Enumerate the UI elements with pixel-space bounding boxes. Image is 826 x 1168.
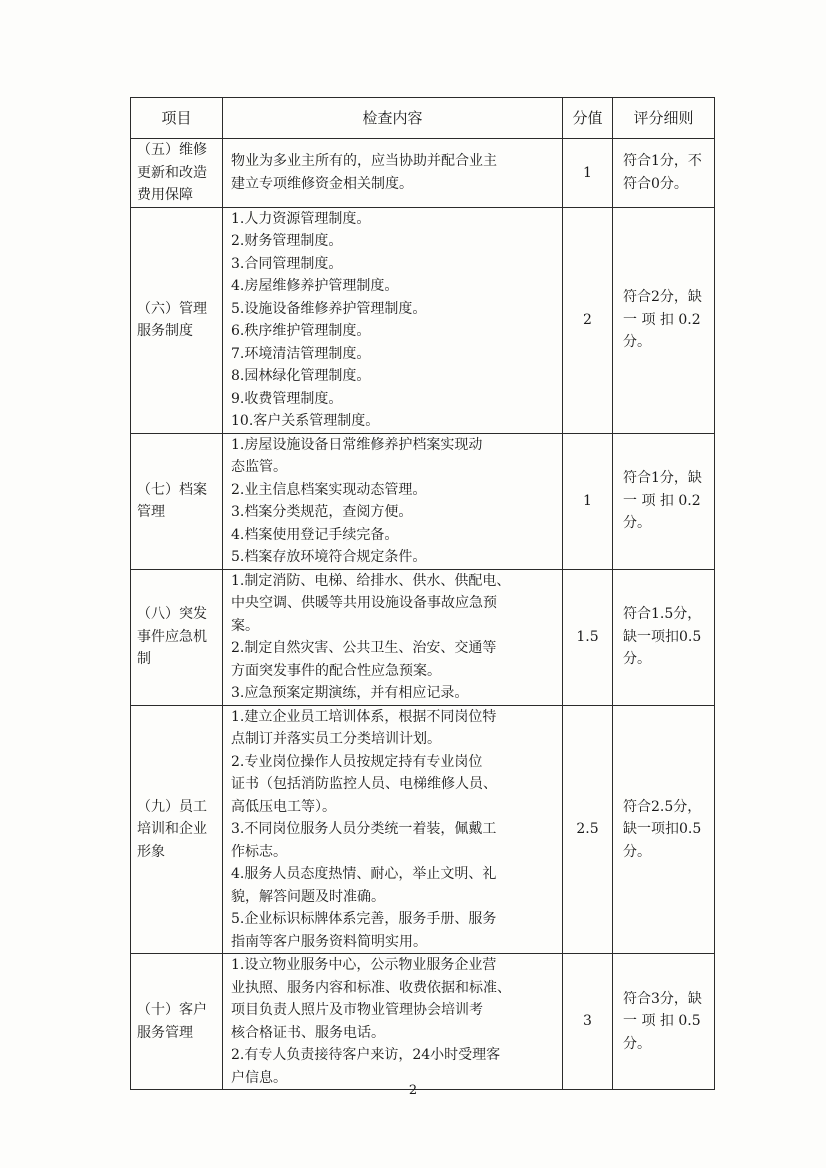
rule-line: 分。 [623, 651, 651, 668]
item-line: 管理 [137, 504, 165, 520]
rule-line: 缺一项扣0.5 [623, 821, 702, 837]
header-item: 项目 [131, 98, 223, 139]
content-cell [223, 207, 563, 433]
content-line: 项目负责人照片及市物业管理协会培训考 [231, 1002, 483, 1018]
content-line: 态监管。 [231, 459, 287, 475]
content-line: 2.专业岗位操作人员按规定持有专业岗位 [231, 753, 483, 770]
content-line: 案。 [231, 617, 259, 634]
content-line: 证书（包括消防监控人员、电梯维修人员、 [231, 776, 497, 792]
content-line: 5.企业标识标牌体系完善，服务手册、服务 [231, 911, 497, 927]
content-cell [223, 954, 563, 1090]
item-cell [131, 139, 223, 208]
content-line: 5.档案存放环境符合规定条件。 [231, 549, 427, 565]
rule-cell [613, 433, 715, 569]
item-line: 服务制度 [137, 323, 193, 339]
rule-line: 分。 [623, 334, 651, 351]
content-line: 4.服务人员态度热情、耐心，举止文明、礼 [231, 866, 497, 882]
content-line: 7.环境清洁管理制度。 [231, 345, 371, 362]
table-row [131, 954, 715, 1090]
item-cell [131, 569, 223, 705]
content-line: 貌，解答问题及时准确。 [231, 888, 385, 905]
content-line: 2.财务管理制度。 [231, 233, 343, 249]
item-line: （十）客户 [137, 1002, 207, 1018]
rule-line: 一 项 扣 0.5 [623, 1013, 701, 1030]
content-cell [223, 569, 563, 705]
content-line: 核合格证书、服务电话。 [231, 1024, 385, 1041]
content-line: 8.园林绿化管理制度。 [231, 368, 371, 384]
rule-line: 一 项 扣 0.2 [623, 492, 701, 509]
score-cell: 2 [563, 207, 613, 433]
rule-line: 符合1.5分， [623, 606, 702, 623]
content-line: 建立专项维修资金相关制度。 [231, 175, 413, 192]
table-row [131, 139, 715, 208]
score-cell: 2.5 [563, 705, 613, 954]
content-line: 10.客户关系管理制度。 [231, 413, 380, 429]
content-line: 1.人力资源管理制度。 [231, 210, 371, 227]
item-line: 事件应急机 [137, 628, 207, 645]
score-cell: 3 [563, 954, 613, 1090]
table-row [131, 705, 715, 954]
rule-line: 缺一项扣0.5 [623, 628, 702, 645]
table-row [131, 207, 715, 433]
rule-line: 符合0分。 [623, 175, 688, 192]
content-line: 2.制定自然灾害、公共卫生、治安、交通等 [231, 640, 497, 656]
rule-cell [613, 954, 715, 1090]
content-line: 3.不同岗位服务人员分类统一着装，佩戴工 [231, 821, 497, 837]
item-line: （八）突发 [137, 606, 207, 623]
inspection-table [130, 97, 715, 1090]
content-line: 1.设立物业服务中心，公示物业服务企业营 [231, 957, 497, 973]
content-line: 点制订并落实员工分类培训计划。 [231, 731, 441, 747]
content-line: 3.应急预案定期演练，并有相应记录。 [231, 685, 469, 701]
rule-line: 分。 [623, 843, 651, 860]
header-rule: 评分细则 [613, 98, 715, 139]
score-cell: 1 [563, 139, 613, 208]
table-row [131, 569, 715, 705]
content-line: 高低压电工等）。 [231, 798, 336, 815]
content-line: 物业为多业主所有的，应当协助并配合业主 [231, 153, 497, 170]
content-line: 5.设施设备维修养护管理制度。 [231, 300, 427, 317]
rule-cell [613, 139, 715, 208]
content-line: 9.收费管理制度。 [231, 390, 343, 407]
item-line: （九）员工 [137, 798, 207, 815]
table-header-row [131, 98, 715, 139]
content-line: 户信息。 [231, 1069, 287, 1086]
rule-cell [613, 705, 715, 954]
item-line: 费用保障 [137, 187, 193, 203]
item-line: （七）档案 [137, 481, 207, 498]
rule-line: 分。 [623, 1035, 651, 1052]
content-line: 指南等客户服务资料简明实用。 [231, 933, 427, 950]
content-line: 6.秩序维护管理制度。 [231, 323, 371, 339]
item-line: 形象 [137, 843, 165, 860]
content-line: 4.房屋维修养护管理制度。 [231, 278, 399, 294]
content-line: 1.房屋设施设备日常维修养护档案实现动 [231, 436, 483, 453]
content-line: 中央空调、供暖等共用设施设备事故应急预 [231, 595, 497, 611]
table-row [131, 433, 715, 569]
rule-line: 符合2分，缺 [623, 289, 702, 306]
content-line: 作标志。 [231, 843, 287, 860]
content-line: 3.合同管理制度。 [231, 255, 343, 272]
score-cell: 1 [563, 433, 613, 569]
rule-line: 符合1分，不 [623, 153, 702, 170]
content-cell [223, 705, 563, 954]
item-cell [131, 954, 223, 1090]
header-score: 分值 [563, 98, 613, 139]
rule-line: 分。 [623, 515, 651, 532]
content-line: 4.档案使用登记手续完备。 [231, 526, 399, 543]
content-line: 方面突发事件的配合性应急预案。 [231, 662, 441, 679]
content-line: 1.制定消防、电梯、给排水、供水、供配电、 [231, 572, 511, 589]
item-line: （五）维修 [137, 142, 207, 158]
content-cell [223, 433, 563, 569]
rule-cell [613, 207, 715, 433]
item-line: 培训和企业 [137, 821, 207, 837]
item-cell [131, 705, 223, 954]
rule-cell [613, 569, 715, 705]
item-line: （六）管理 [137, 300, 207, 317]
rule-line: 一 项 扣 0.2 [623, 311, 701, 328]
rule-line: 符合3分，缺 [623, 990, 702, 1007]
content-cell [223, 139, 563, 208]
item-line: 更新和改造 [137, 164, 207, 181]
rule-line: 符合2.5分， [623, 798, 702, 815]
content-line: 1.建立企业员工培训体系，根据不同岗位特 [231, 708, 497, 725]
content-line: 3.档案分类规范，查阅方便。 [231, 504, 413, 520]
item-line: 制 [137, 651, 151, 668]
content-line: 2.业主信息档案实现动态管理。 [231, 481, 427, 498]
score-cell: 1.5 [563, 569, 613, 705]
item-cell [131, 433, 223, 569]
content-line: 业执照、服务内容和标准、收费依据和标准、 [231, 979, 511, 996]
item-cell [131, 207, 223, 433]
header-content: 检查内容 [223, 98, 563, 139]
item-line: 服务管理 [137, 1024, 193, 1041]
content-line: 2.有专人负责接待客户来访，24小时受理客 [231, 1047, 501, 1063]
page-number: 2 [408, 1083, 418, 1098]
rule-line: 符合1分，缺 [623, 470, 702, 487]
